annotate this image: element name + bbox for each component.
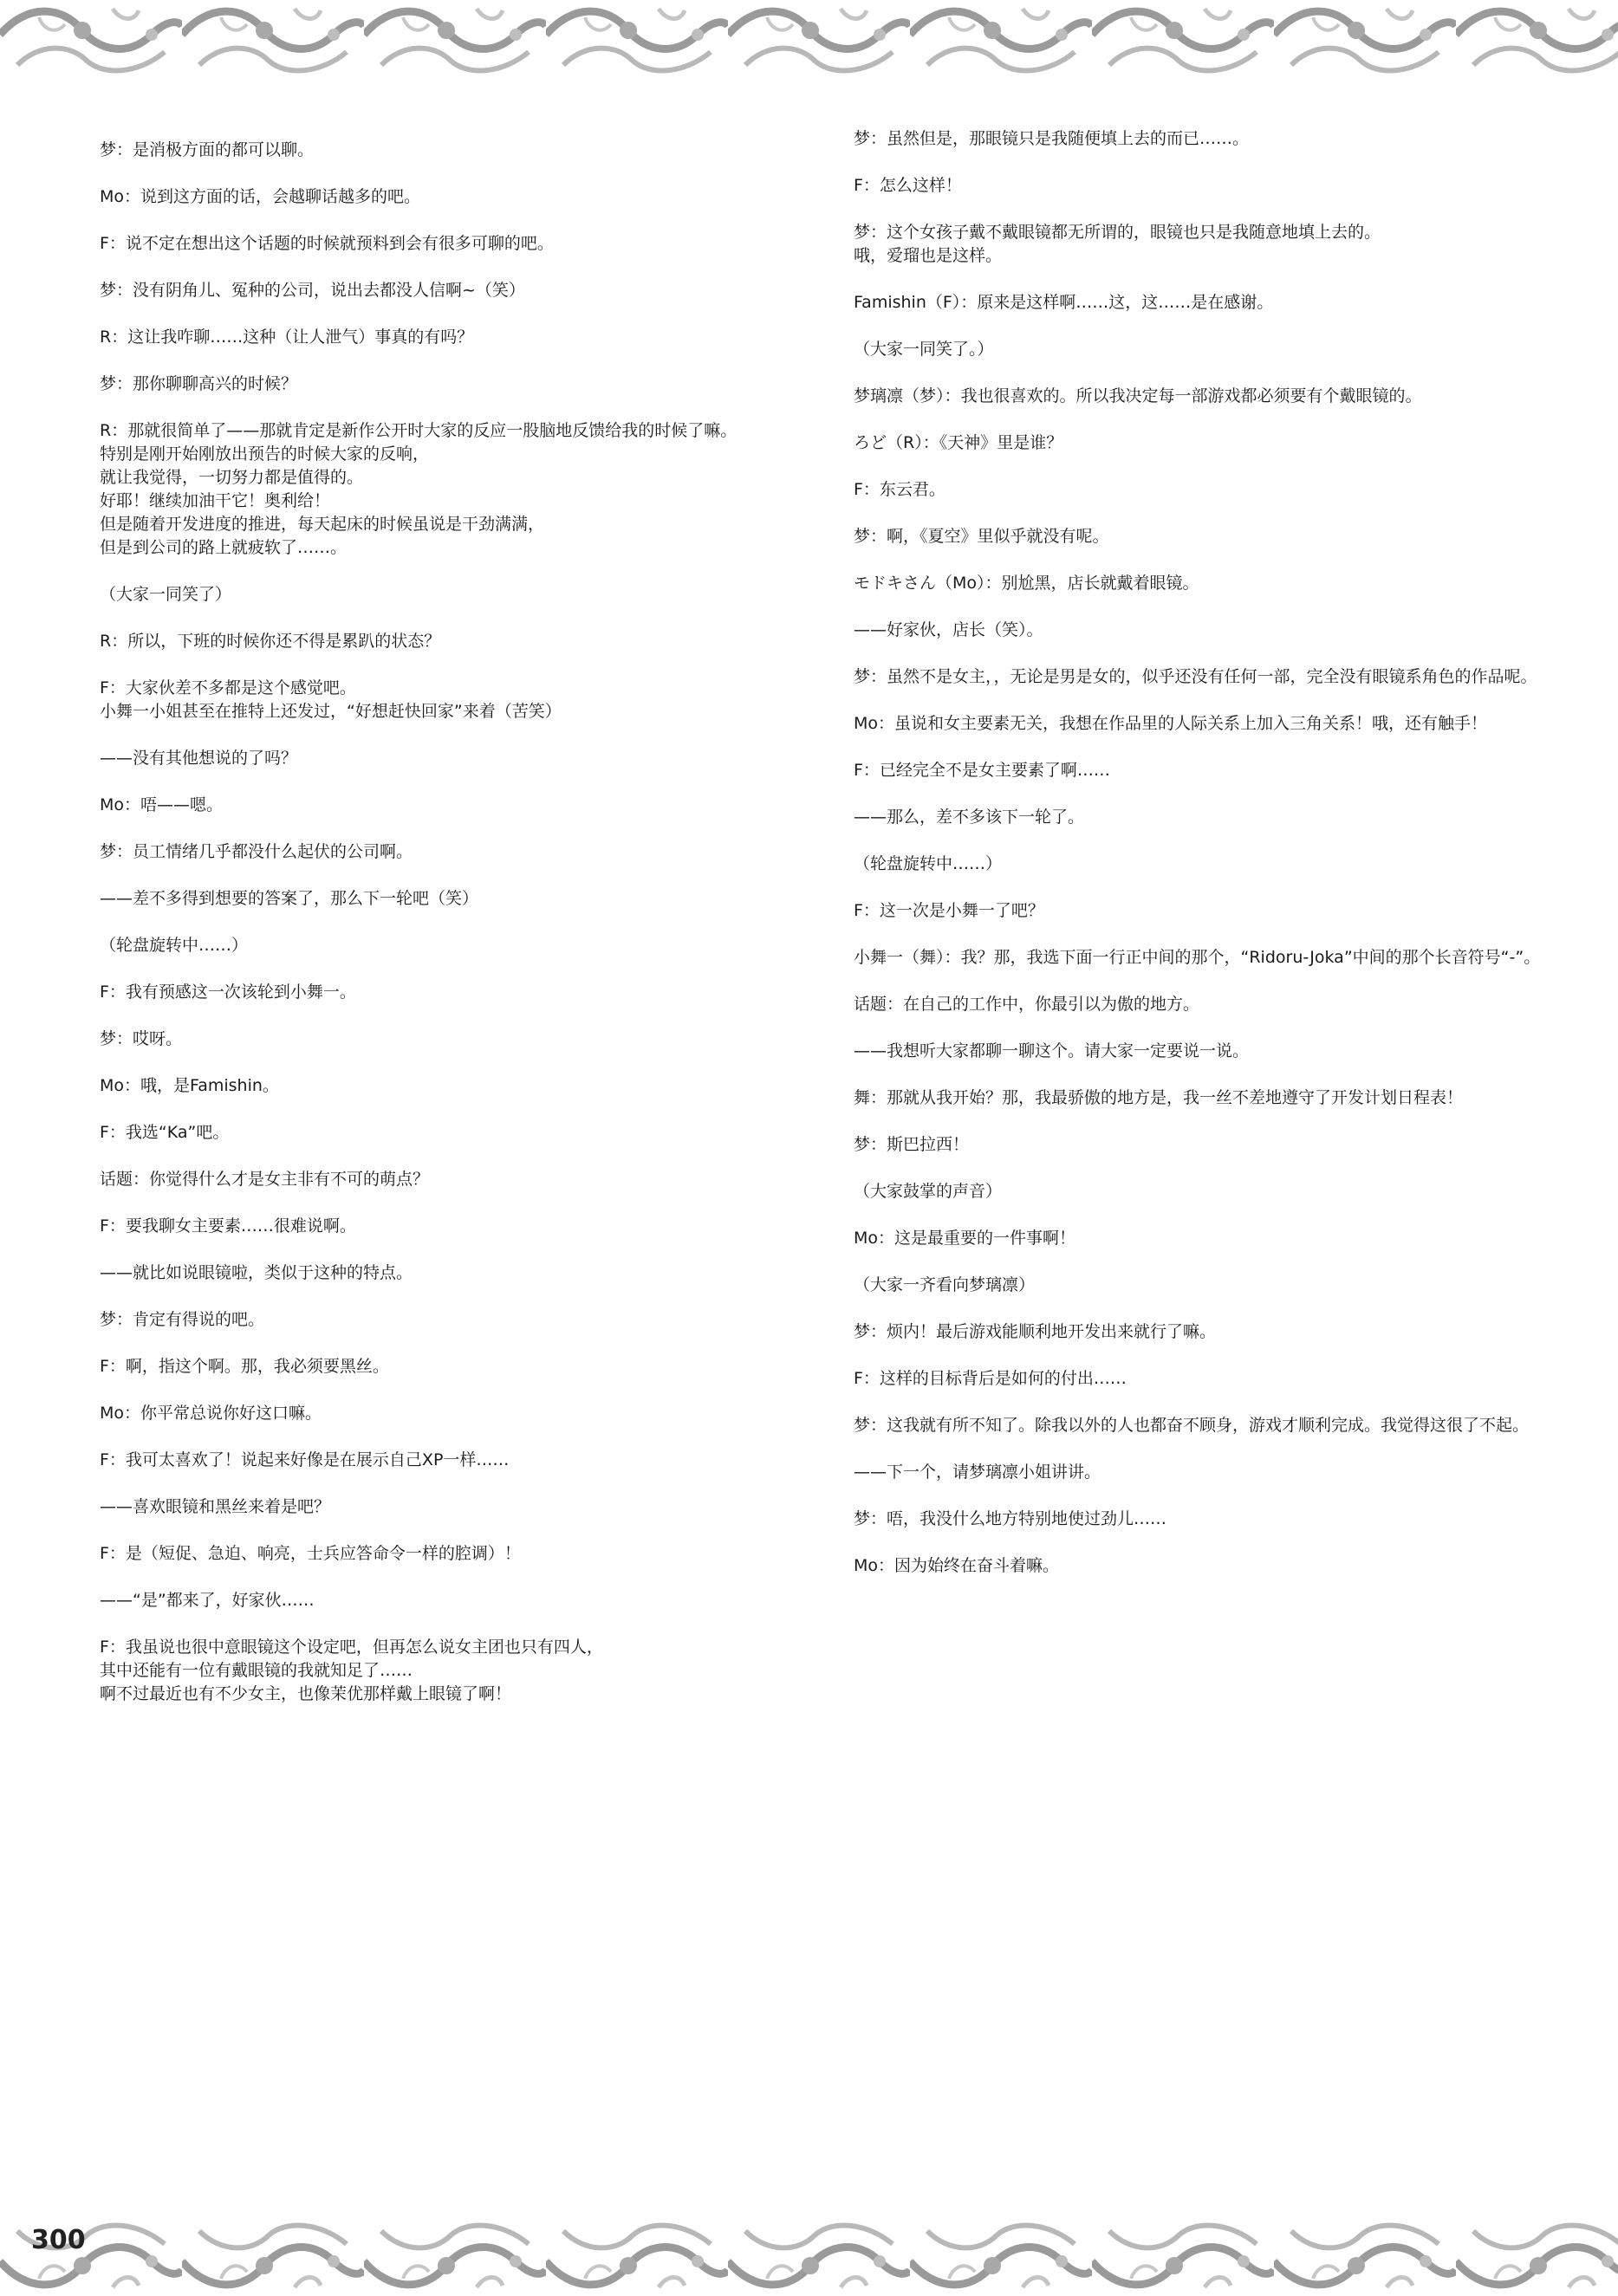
dialogue-line: 舞：那就从我开始？那，我最骄傲的地方是，我一丝不差地遵守了开发计划日程表！ (854, 1088, 1464, 1107)
dialogue-line: Mo：这是最重要的一件事啊！ (854, 1229, 1076, 1248)
dialogue-line: F：我可太喜欢了！说起来好像是在展示自己XP一样…… (100, 1450, 510, 1469)
dialogue-line: Famishin（F）：原来是这样啊……这，这……是在感谢。 (854, 293, 1274, 312)
dialogue-line: F：已经完全不是女主要素了啊…… (854, 761, 1110, 780)
dialogue-line: ——喜欢眼镜和黑丝来着是吧？ (100, 1497, 331, 1516)
dialogue-line: 梦：这我就有所不知了。除我以外的人也都奋不顾身，游戏才顺利完成。我觉得这很了不起。 (854, 1416, 1530, 1435)
dialogue-line: 梦：没有阴角儿、冤种的公司，说出去都没人信啊~（笑） (100, 281, 525, 300)
dialogue-line: F：这样的目标背后是如何的付出…… (854, 1369, 1127, 1388)
dialogue-line: F：这一次是小舞一了吧？ (854, 901, 1044, 920)
dialogue-line: ——就比如说眼镜啦，类似于这种的特点。 (100, 1263, 413, 1282)
dialogue-line: F：啊，指这个啊。那，我必须要黑丝。 (100, 1357, 389, 1376)
dialogue-line: F：怎么这样！ (854, 176, 962, 195)
dialogue-line: （大家一同笑了） (100, 585, 232, 604)
dialogue-line: （大家鼓掌的声音） (854, 1182, 1003, 1201)
dialogue-line: 梦：虽然不是女主，，无论是男是女的，似乎还没有任何一部，完全没有眼镜系角色的作品呢。 (854, 667, 1537, 686)
dialogue-line: 梦：哎呀。 (100, 1029, 183, 1048)
dialogue-line: （大家一同笑了。） (854, 340, 994, 359)
page-number: 300 (31, 2225, 86, 2255)
right-column (854, 127, 1599, 1601)
dialogue-line: Mo：你平常总说你好这口嘛。 (100, 1404, 322, 1423)
dialogue-line: 梦：这个女孩子戴不戴眼镜都无所谓的，眼镜也只是我随意地填上去的。 哦，爱瑠也是这样。 (854, 223, 1381, 265)
dialogue-line: Mo：哦，是Famishin。 (100, 1076, 279, 1095)
dialogue-line: ——好家伙，店长（笑）。 (854, 620, 1043, 639)
dialogue-line: ——差不多得到想要的答案了，那么下一轮吧（笑） (100, 889, 479, 908)
dialogue-line: R：所以，下班的时候你还不得是累趴的状态？ (100, 632, 441, 651)
top-ornament-border (0, 0, 1618, 82)
dialogue-line: 小舞一（舞）：我？那，我选下面一行正中间的那个，“Ridoru-Joka”中间的那个长音符号“-”。 (854, 948, 1541, 967)
dialogue-line: F：要我聊女主要素……很难说啊。 (100, 1216, 356, 1236)
dialogue-line: R：那就很简单了——那就肯定是新作公开时大家的反应一股脑地反馈给我的时候了嘛。 特别是刚开始刚放出预告的时候大家的反响， 就让我觉得，一切努力都是值得的。 好耶！继续加油干它！奥利给！ 但是随着开发进度的推进，每天起床的时候虽说是干劲满满， 但是到公司的路上就疲软了……。 (100, 421, 738, 557)
dialogue-line: 梦：烦内！最后游戏能顺利地开发出来就行了嘛。 (854, 1322, 1217, 1341)
dialogue-line: 梦：虽然但是，那眼镜只是我随便填上去的而已……。 (854, 129, 1250, 148)
dialogue-line: F：我选“Ka”吧。 (100, 1123, 230, 1142)
dialogue-line: ——没有其他想说的了吗？ (100, 749, 298, 768)
dialogue-line: ろど（R）：《天神》里是谁？ (854, 433, 1063, 452)
dialogue-line: F：我有预感这一次该轮到小舞一。 (100, 983, 356, 1002)
dialogue-line: F：我虽说也很中意眼镜这个设定吧，但再怎么说女主团也只有四人， 其中还能有一位有戴眼镜的我就知足了…… 啊不过最近也有不少女主，也像茉优那样戴上眼镜了啊！ (100, 1638, 603, 1703)
dialogue-line: Mo：唔——嗯。 (100, 795, 224, 814)
dialogue-line: （轮盘旋转中……） (854, 854, 1003, 873)
dialogue-line: （大家一齐看向梦璃凛） (854, 1275, 1036, 1294)
dialogue-line: F：东云君。 (854, 480, 945, 499)
dialogue-line: 梦：那你聊聊高兴的时候？ (100, 374, 298, 393)
dialogue-line: R：这让我咋聊……这种（让人泄气）事真的有吗？ (100, 328, 474, 347)
dialogue-line: 梦：员工情绪几乎都没什么起伏的公司啊。 (100, 842, 413, 861)
dialogue-line: Mo：说到这方面的话，会越聊话越多的吧。 (100, 187, 421, 206)
dialogue-line: ——那么，差不多该下一轮了。 (854, 807, 1085, 827)
dialogue-line: モドキさん（Mo）：别尬黑，店长就戴着眼镜。 (854, 574, 1199, 593)
dialogue-line: 梦璃凛（梦）：我也很喜欢的。所以我决定每一部游戏都必须要有个戴眼镜的。 (854, 386, 1422, 405)
dialogue-line: ——我想听大家都聊一聊这个。请大家一定要说一说。 (854, 1041, 1250, 1060)
bottom-ornament-border (0, 2214, 1618, 2296)
dialogue-line: ——“是”都来了，好家伙…… (100, 1591, 315, 1610)
dialogue-line: 话题：在自己的工作中，你最引以为傲的地方。 (854, 995, 1200, 1014)
dialogue-line: F：大家伙差不多都是这个感觉吧。 小舞一小姐甚至在推特上还发过，“好想赶快回家”来着（苦笑） (100, 678, 562, 721)
dialogue-line: Mo：虽说和女主要素无关，我想在作品里的人际关系上加入三角关系！哦，还有触手！ (854, 714, 1488, 733)
dialogue-line: 梦：啊，《夏空》里似乎就没有呢。 (854, 527, 1109, 546)
dialogue-line: （轮盘旋转中……） (100, 936, 249, 955)
dialogue-line: 梦：唔，我没什么地方特别地使过劲儿…… (854, 1509, 1167, 1528)
dialogue-line: F：说不定在想出这个话题的时候就预料到会有很多可聊的吧。 (100, 234, 554, 253)
dialogue-line: 梦：肯定有得说的吧。 (100, 1310, 265, 1329)
dialogue-line: F：是（短促、急迫、响亮，士兵应答命令一样的腔调）！ (100, 1544, 521, 1563)
left-column (100, 139, 845, 1729)
dialogue-line: 梦：斯巴拉西！ (854, 1135, 970, 1154)
dialogue-line: 话题：你觉得什么才是女主非有不可的萌点？ (100, 1170, 430, 1189)
dialogue-line: 梦：是消极方面的都可以聊。 (100, 140, 315, 159)
dialogue-line: Mo：因为始终在奋斗着嘛。 (854, 1556, 1060, 1575)
dialogue-line: ——下一个，请梦璃凛小姐讲讲。 (854, 1463, 1101, 1482)
